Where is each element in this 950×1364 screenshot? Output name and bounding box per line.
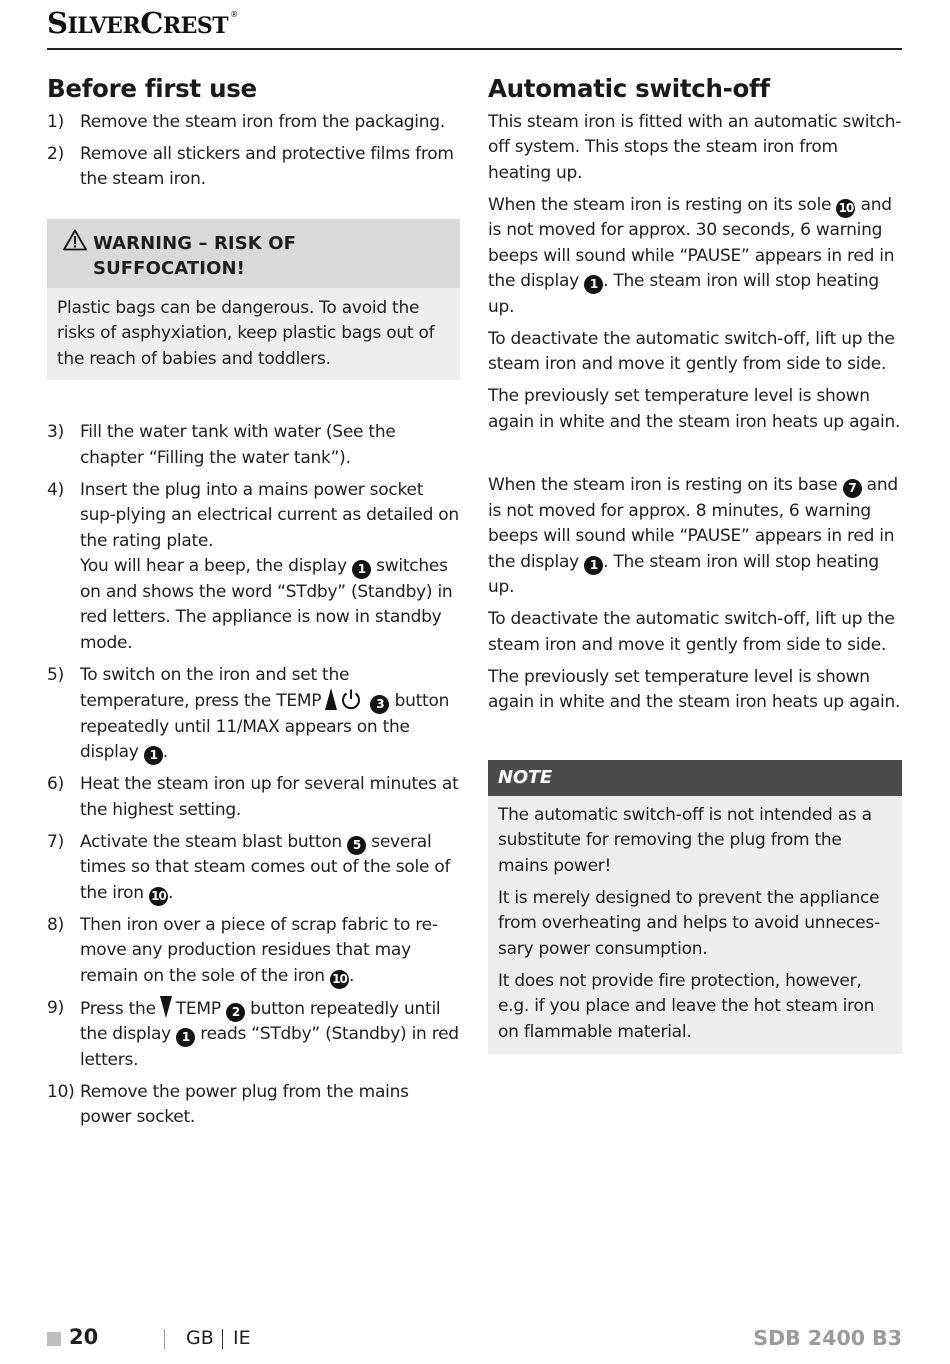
footer-divider: [222, 1329, 223, 1349]
footer-divider: [164, 1329, 165, 1349]
paragraph: The previously set temperature level is shown again in white and the steam iron heats up again.: [488, 386, 901, 432]
paragraph: When the steam iron is resting on its base 7 and is not moved for approx. 8 minutes, 6 warning beeps will sound while “PAUSE” appears in red in the display 1 . The steam iron will stop heating up.: [488, 475, 898, 597]
warning-title: WARNING – RISK OF SUFFOCATION!: [93, 232, 297, 279]
steam-blast-marker-5: 5: [347, 836, 366, 855]
note-paragraph: It does not provide fire protection, however, e.g. if you place and leave the hot steam iron on flammable material.: [498, 970, 875, 1042]
temp-down-triangle-icon: [160, 996, 172, 1018]
step-2: 2) Remove all stickers and protective films from the steam iron.: [47, 143, 454, 189]
display-marker-1: 1: [144, 746, 163, 765]
footer-square: [47, 1332, 61, 1346]
warning-body: Plastic bags can be dangerous. To avoid the risks of asphyxiation, keep plastic bags out of the reach of babies and toddlers.: [57, 297, 435, 369]
section-heading-automatic-switch-off: Automatic switch-off: [488, 74, 770, 103]
display-marker-1: 1: [352, 560, 371, 579]
paragraph: When the steam iron is resting on its sole 10 and is not moved for approx. 30 seconds, 6 warning beeps will sound while “PAUSE” appears in red in the display 1 . The steam iron will stop heating up.: [488, 194, 895, 317]
right-column: [488, 76, 902, 1054]
page-footer: [47, 1325, 902, 1355]
display-marker-1: 1: [176, 1028, 195, 1047]
step-4-detail: You will hear a beep, the display 1 switches on and shows the word “STdby” (Standby) in red letters. The appliance is now in standby mode.: [80, 556, 453, 653]
language-gb: GB: [186, 1327, 214, 1349]
paragraph: To deactivate the automatic switch-off, lift up the steam iron and move it gently from side to side.: [488, 328, 895, 374]
sole-marker-10: 10: [149, 887, 168, 906]
section-heading-before-first-use: Before first use: [47, 74, 257, 103]
step-6: 6) Heat the steam iron up for several minutes at the highest setting.: [47, 774, 459, 820]
note-paragraph: It is merely designed to prevent the appliance from overheating and helps to avoid unneces-sary power consumption.: [498, 887, 880, 959]
temp-button-marker-3: 3: [370, 695, 389, 714]
warning-box: [47, 219, 460, 381]
page-number: 20: [69, 1325, 99, 1349]
model-number: SDB 2400 B3: [753, 1326, 902, 1350]
base-marker-7: 7: [843, 479, 862, 498]
language-ie: IE: [233, 1327, 251, 1349]
step-1: 1) Remove the steam iron from the packaging.: [47, 111, 445, 132]
temp-button-marker-2: 2: [226, 1003, 245, 1022]
steps-list-b: [47, 420, 460, 1131]
note-paragraph: The automatic switch-off is not intended as a substitute for removing the plug from the mains power!: [498, 804, 872, 876]
step-8: 8) Then iron over a piece of scrap fabric to re-move any production residues that may remain on the sole of the iron 10 .: [47, 913, 460, 990]
note-body: [488, 796, 902, 1054]
sole-marker-10: 10: [836, 199, 855, 218]
silvercrest-logo: SILVERCREST ®: [47, 6, 238, 40]
note-title: NOTE: [488, 760, 902, 796]
note-box: [488, 760, 902, 1054]
header-rule: [47, 48, 902, 50]
step-5: 5) To switch on the iron and set the temperature, press the TEMP 3 button repeatedly until 11/MAX appears on the display 1 .: [47, 663, 460, 766]
paragraph: To deactivate the automatic switch-off, lift up the steam iron and move it gently from side to side.: [488, 609, 895, 655]
temp-up-triangle-icon: [325, 688, 337, 710]
paragraph: The previously set temperature level is shown again in white and the steam iron heats up again.: [488, 666, 901, 712]
paragraph: This steam iron is fitted with an automatic switch-off system. This stops the steam iron from heating up.: [488, 111, 902, 183]
power-icon: [340, 688, 362, 710]
display-marker-1: 1: [584, 556, 603, 575]
warning-header: [47, 219, 460, 288]
left-column: [47, 76, 460, 1137]
step-10: 10) Remove the power plug from the mains power socket.: [47, 1081, 409, 1127]
display-marker-1: 1: [584, 275, 603, 294]
step-3: 3) Fill the water tank with water (See the chapter “Filling the water tank”).: [47, 422, 396, 468]
step-9: 9) Press the TEMP 2 button repeatedly until the display 1 reads “STdby” (Standby) in red letters.: [47, 997, 459, 1070]
steps-list-a: [47, 110, 460, 193]
step-7: 7) Activate the steam blast button 5 several times so that steam comes out of the sole of the iron 10 .: [47, 830, 460, 907]
step-4: 4) Insert the plug into a mains power socket sup-plying an electrical current as detailed on the rating plate. You will hear a beep, the display 1 switches on and shows the word “STdby” (Standby) in red letters. The appliance is now in standby mode.: [47, 478, 460, 657]
warning-triangle-icon: [63, 229, 87, 251]
sole-marker-10: 10: [330, 970, 349, 989]
